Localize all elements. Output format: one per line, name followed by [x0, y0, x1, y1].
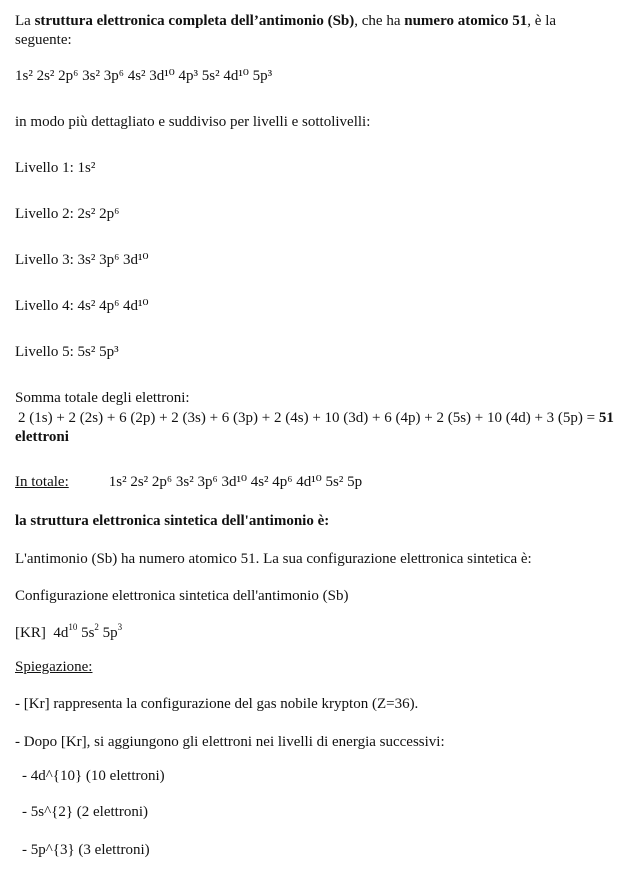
- intro-bold-atomic-number: numero atomico 51: [404, 13, 528, 29]
- explanation-item-5s: - 5s^{2} (2 elettroni): [22, 804, 148, 820]
- sum-label: Somma totale degli elettroni:: [15, 390, 190, 406]
- total-line: [15, 473, 615, 492]
- sum-expression: 2 (1s) + 2 (2s) + 6 (2p) + 2 (3s) + 6 (3p) + 2 (4s) + 10 (3d) + 6 (4p) + 2 (5s) + 10 (4d) + 3 (5p) = 51 elettroni: [15, 410, 614, 445]
- level-3: Livello 3: 3s² 3p⁶ 3d¹⁰: [15, 252, 149, 268]
- sum-result: 51 elettroni: [15, 410, 614, 445]
- explanation-item-4d: - 4d^{10} (10 elettroni): [22, 768, 165, 784]
- level-5: Livello 5: 5s² 5p³: [15, 344, 119, 360]
- level-2: Livello 2: 2s² 2p⁶: [15, 206, 120, 222]
- level-4: Livello 4: 4s² 4p⁶ 4d¹⁰: [15, 298, 149, 314]
- level-1: Livello 1: 1s²: [15, 160, 96, 176]
- explanation-item-5p: - 5p^{3} (3 elettroni): [22, 842, 150, 858]
- synthetic-configuration: [KR] $4d^{10}$ $5s^2$ $5p^3$: [15, 622, 123, 641]
- synthetic-intro: L'antimonio (Sb) ha numero atomico 51. La sua configurazione elettronica sintetica è:: [15, 551, 532, 567]
- explanation-after: - Dopo [Kr], si aggiungono gli elettroni nei livelli di energia successivi:: [15, 734, 445, 750]
- detail-intro: in modo più dettagliato e suddiviso per livelli e sottolivelli:: [15, 114, 371, 130]
- intro-bold-structure: struttura elettronica completa dell’antimonio (Sb): [34, 13, 355, 29]
- total-config: 1s² 2s² 2p⁶ 3s² 3p⁶ 3d¹⁰ 4s² 4p⁶ 4d¹⁰ 5s² 5p: [108, 474, 363, 490]
- explanation-kr: - [Kr] rappresenta la configurazione del gas nobile krypton (Z=36).: [15, 696, 419, 712]
- synthetic-heading: la struttura elettronica sintetica dell'antimonio è:: [15, 513, 330, 529]
- intro-paragraph: La struttura elettronica completa dell’antimonio (Sb), che ha numero atomico 51, è la seguente:: [15, 13, 557, 48]
- synthetic-title: Configurazione elettronica sintetica dell'antimonio (Sb): [15, 588, 349, 604]
- explanation-heading: Spiegazione:: [15, 659, 93, 675]
- full-configuration: 1s² 2s² 2p⁶ 3s² 3p⁶ 4s² 3d¹⁰ 4p³ 5s² 4d¹⁰ 5p³: [15, 68, 273, 84]
- total-label: In totale:: [15, 474, 69, 490]
